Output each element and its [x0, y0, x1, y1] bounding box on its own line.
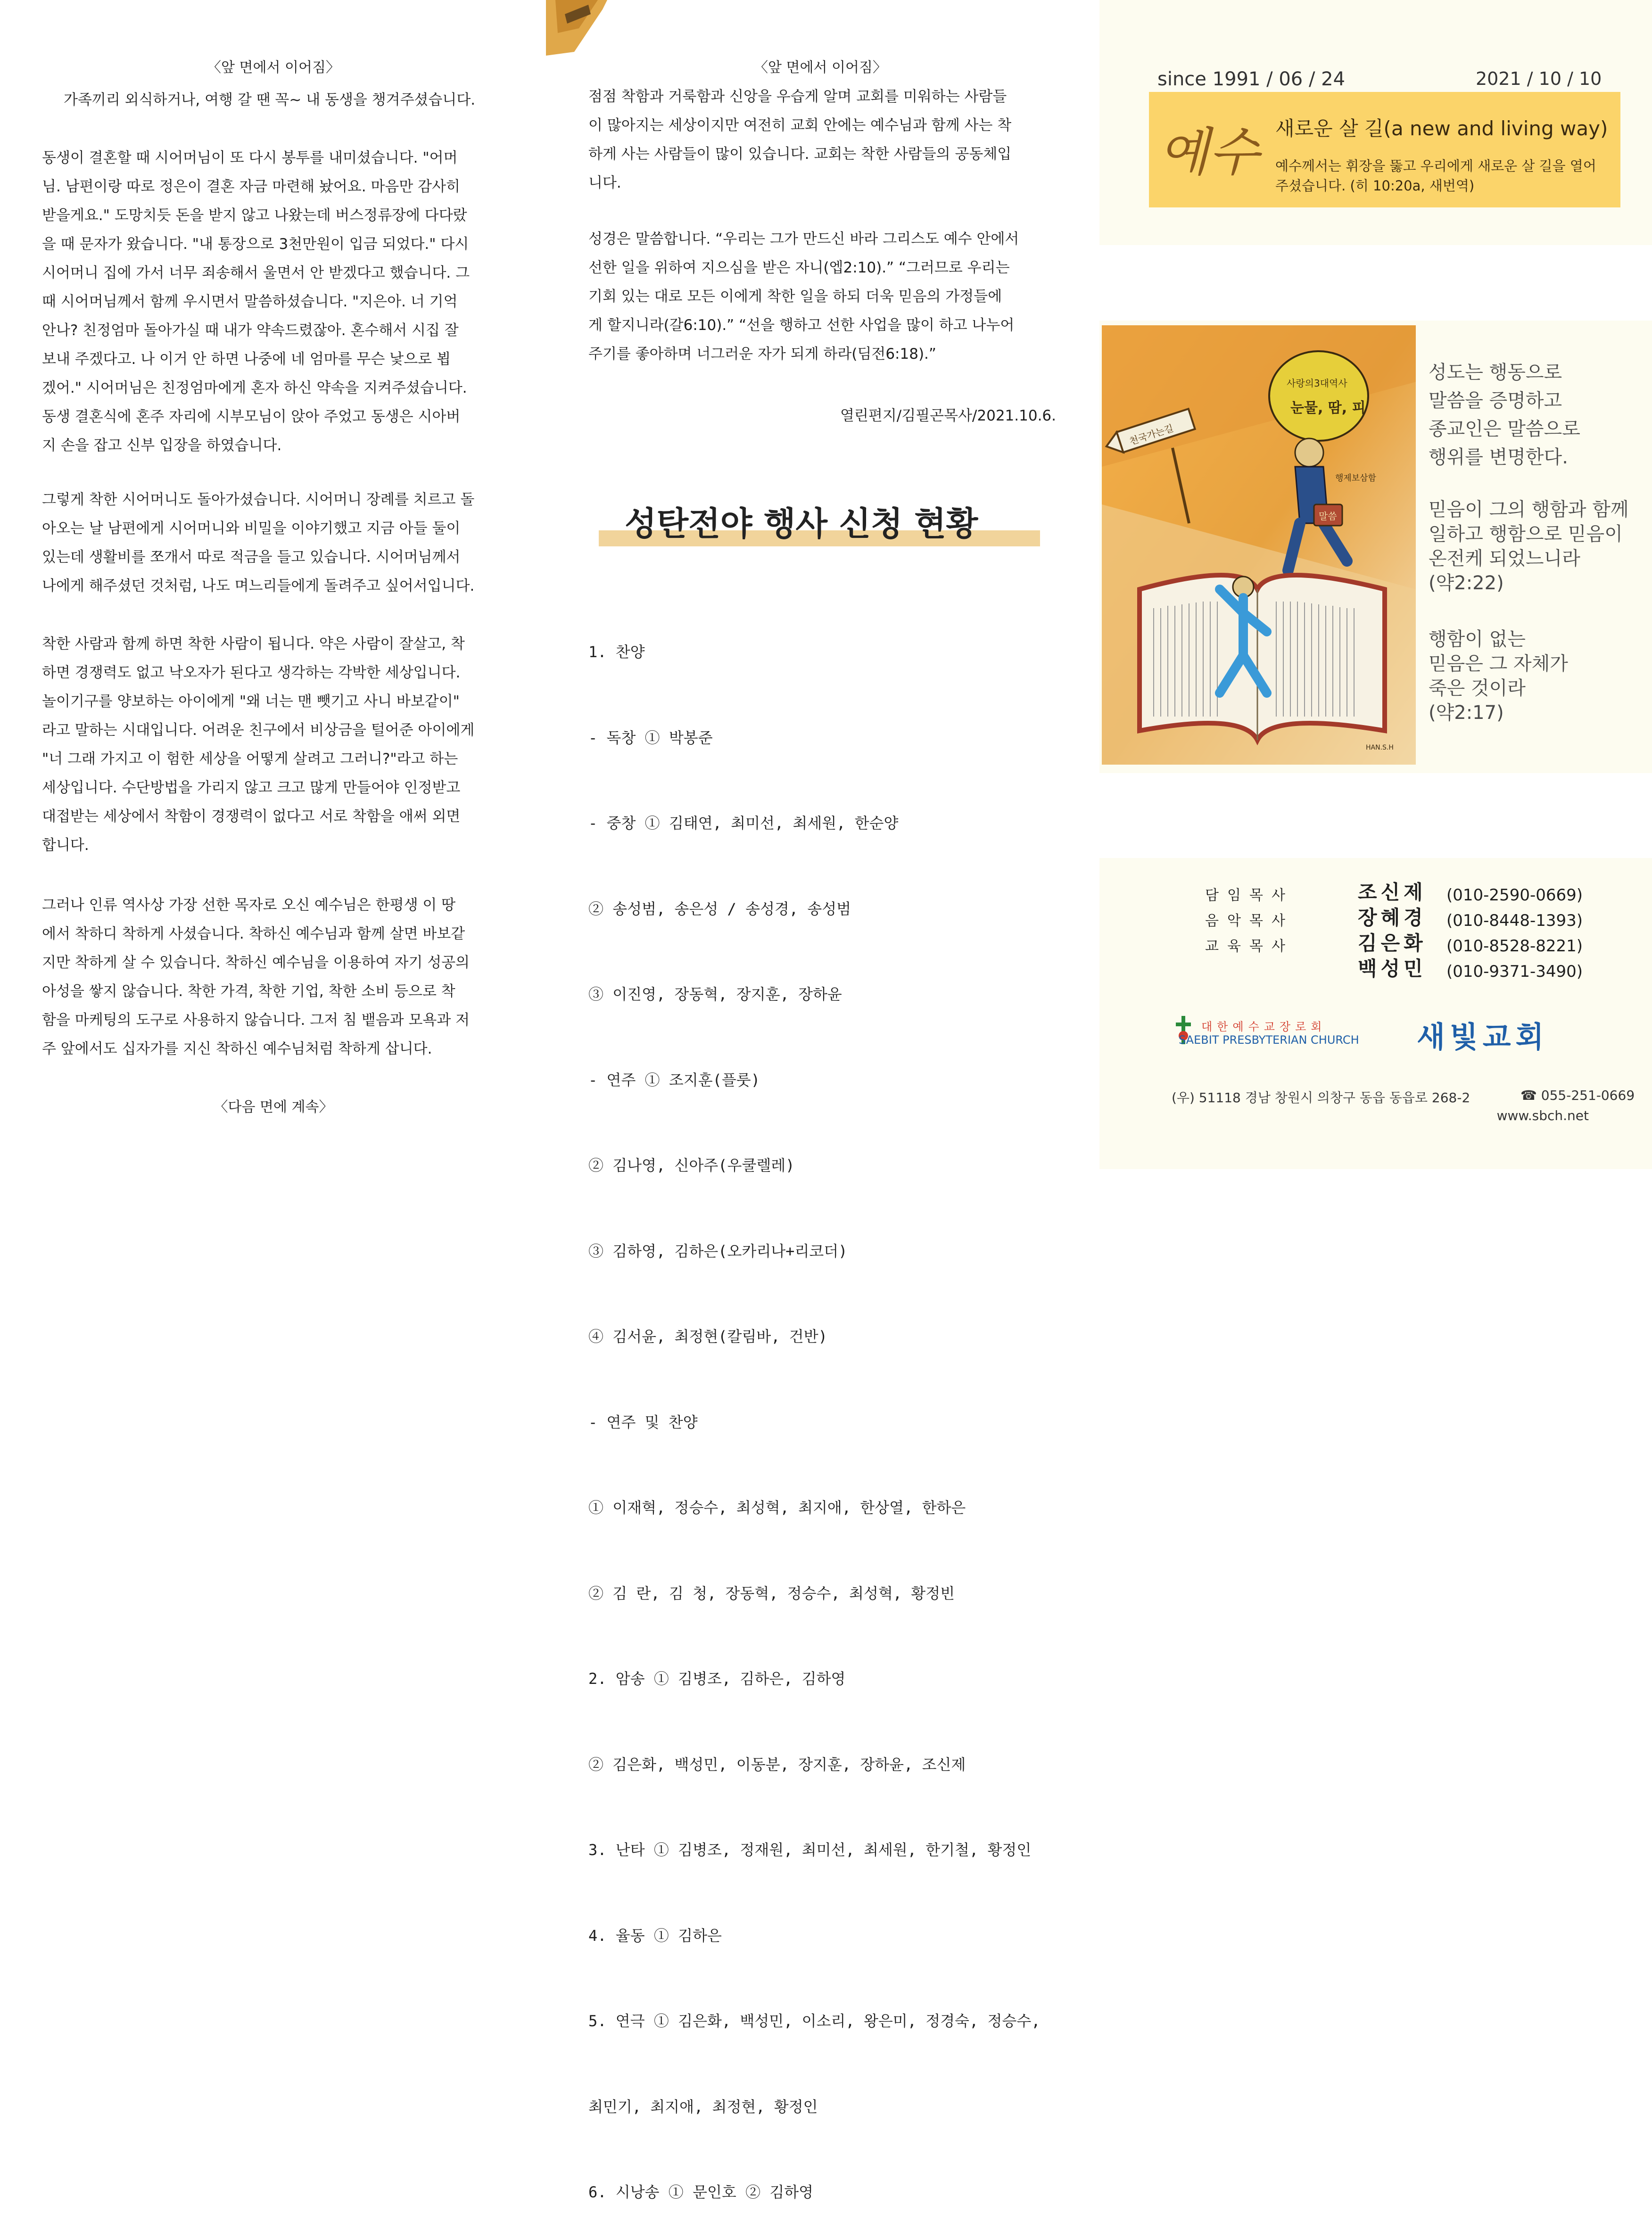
since-date: since 1991 / 06 / 24	[1157, 68, 1346, 90]
list-item: 6. 시낭송 ① 문인호 ② 김하영	[588, 2183, 814, 2201]
briefcase-label: 말씀	[1319, 511, 1337, 522]
artist-signature: HAN.S.H	[1366, 744, 1394, 751]
panel2-signature: 열린편지/김필곤목사/2021.10.6.	[840, 407, 1056, 424]
list-item: 2. 암송 ① 김병조, 김하은, 김하영	[588, 1670, 846, 1688]
list-item: 4. 율동 ① 김하은	[588, 1926, 722, 1945]
panel1-paragraph-3: 그렇게 착한 시어머니도 돌아가셨습니다. 시어머니 장례를 치르고 돌 아오는 날 남편에게 시어머니와 비밀을 이야기했고 지금 아들 둘이 있는데 생활비를 쪼개서 따로 적금을 들고 있습니다. 시어머님께서 나에게 해주셨던 것처럼, 나도 며느리들에게 돌려주고 싶어서입니다.	[42, 491, 475, 594]
panel2-paragraph-2: 성경은 말씀합니다. “우리는 그가 만드신 바라 그리스도 예수 안에서 선한 일을 위하여 지으심을 받은 자니(엡2:10).” “그러므로 우리는 기회 있는 대로 모든 이에게 착한 일을 하되 더욱 믿음의 가정들에 게 할지니라(갈6:10).” “선을 행하고 선한 사업을 많이 하고 나누어 주기를 좋아하며 너그러운 자가 되게 하라(딤전6:18).”	[588, 231, 1019, 363]
panel2-header: 〈앞 면에서 이어짐〉	[754, 59, 887, 76]
shoulder-label: 행제보삼함	[1335, 473, 1376, 483]
panel1-paragraph-4: 착한 사람과 함께 하면 착한 사람이 됩니다. 약은 사람이 잘살고, 착 하면 경쟁력도 없고 낙오자가 된다고 생각하는 각박한 세상입니다. 놀이기구를 양보하는 아이에게 "왜 너는 맨 뺏기고 사니 바보같이" 라고 말하는 시대입니다. 어려운 친구에서 비상금을 털어준 아이에게 "너 그래 가지고 이 험한 세상을 어떻게 살려고 그러니?"라고 하는 세상입니다. 수단방법을 가리지 않고 크고 많게 만들어야 인정받고 대접받는 세상에서 착함이 경쟁력이 없다고 서로 착함을 애써 외면 합니다.	[42, 635, 475, 854]
church-english-name: SAEBIT PRESBYTERIAN CHURCH	[1179, 1033, 1359, 1047]
church-phone: ☎ 055-251-0669	[1520, 1088, 1635, 1103]
panel3-divider-top	[1099, 245, 1652, 321]
bag-words: 눈물, 땀, 피	[1290, 400, 1366, 416]
climber-illustration	[1102, 325, 1416, 765]
list-item: ③ 이진영, 장동혁, 장지훈, 장하윤	[588, 985, 842, 1003]
list-item: 최민기, 최지애, 최정현, 황정인	[588, 2097, 818, 2116]
slogan-verse-2: 주셨습니다. (히 10:20a, 새번역)	[1275, 178, 1475, 194]
list-item: ② 송성범, 송은성 / 송성경, 송성범	[588, 899, 851, 918]
quote-block-2: 믿음이 그의 행함과 함께 일하고 행함으로 믿음이 온전케 되었느니라 (약2:22)	[1429, 499, 1629, 594]
list-item: - 연주 및 찬양	[588, 1413, 698, 1431]
list-item: 1. 찬양	[588, 643, 645, 661]
bulletin-date: 2021 / 10 / 10	[1476, 68, 1602, 89]
list-item: ④ 김서윤, 최정현(칼림바, 건반)	[588, 1328, 827, 1345]
church-website: www.sbch.net	[1496, 1108, 1589, 1123]
quote-block-1: 성도는 행동으로 말씀을 증명하고 종교인은 말씀으로 행위를 변명한다.	[1429, 362, 1580, 468]
signpost-label: 천국가는길	[1128, 422, 1175, 447]
list-item: ① 이재혁, 정승수, 최성혁, 최지애, 한상열, 한하은	[588, 1499, 966, 1517]
slogan-title: 새로운 살 길(a new and living way)	[1275, 117, 1608, 140]
panel1-footer: 〈다음 면에 계속〉	[214, 1099, 333, 1115]
list-item: - 독창 ① 박봉준	[588, 728, 713, 747]
panel1-paragraph-5: 그러나 인류 역사상 가장 선한 목자로 오신 예수님은 한평생 이 땅 에서 착하디 착하게 사셨습니다. 착하신 예수님과 함께 살면 바보같 지만 착하게 살 수 있습니다. 착하신 예수님을 이용하여 자기 성공의 아성을 쌓지 않습니다. 착한 가격, 착한 기업, 착한 소비 등으로 착 함을 마케팅의 도구로 사용하지 않습니다. 그저 침 뱉음과 모욕과 저 주 앞에서도 십자가를 지신 착하신 예수님처럼 착하게 삽니다.	[42, 897, 470, 1057]
panel3-divider-bottom	[1099, 773, 1652, 858]
panel1-paragraph-2: 동생이 결혼할 때 시어머님이 또 다시 봉투를 내미셨습니다. "어머 님. 남편이랑 따로 정은이 결혼 자금 마련해 놨어요. 마음만 감사히 받을게요." 도망치듯 돈을 받지 않고 나왔는데 버스정류장에 다다랐 을 때 문자가 왔습니다. "내 통장으로 3천만원이 입금 되었다." 다시 시어머니 집에 가서 너무 죄송해서 울면서 안 받겠다고 했습니다. 그 때 시어머님께서 함께 우시면서 말씀하셨습니다. "지은아. 너 기억 안나? 친정엄마 돌아가실 때 내가 약속드렸잖아. 혼수해서 시집 잘 보내 주겠다고. 나 이거 안 하면 나중에 네 엄마를 무슨 낯으로 뵙 겠어." 시어머님은 친정엄마에게 혼자 하신 약속을 지켜주셨습니다. 동생 결혼식에 혼주 자리에 시부모님이 앉아 주었고 동생은 시아버 지 손을 잡고 신부 입장을 하였습니다.	[42, 149, 470, 454]
list-item: ② 김 란, 김 청, 장동혁, 정승수, 최성혁, 황정빈	[588, 1584, 955, 1602]
panel1-paragraph-1: 가족끼리 외식하거나, 여행 갈 땐 꼭~ 내 동생을 챙겨주셨습니다.	[64, 91, 476, 108]
event-list	[588, 581, 1041, 2235]
list-item: - 중창 ① 김태연, 최미선, 최세원, 한순양	[588, 814, 899, 832]
corner-decoration-image	[546, 0, 607, 57]
list-item: 5. 연극 ① 김은화, 백성민, 이소리, 왕은미, 정경숙, 정승수,	[588, 2012, 1041, 2030]
list-item: ② 김은화, 백성민, 이동분, 장지훈, 장하윤, 조신제	[588, 1755, 966, 1773]
event-title: 성탄전야 행사 신청 현황	[625, 504, 978, 543]
bag-text: 사랑의3대역사	[1287, 378, 1347, 389]
slogan-verse-1: 예수께서는 휘장을 뚫고 우리에게 새로운 살 길을 열어	[1275, 158, 1596, 174]
list-item: - 연주 ① 조지훈(플룻)	[588, 1071, 760, 1089]
list-item: ② 김나영, 신아주(우쿨렐레)	[588, 1156, 795, 1174]
church-name: 새빛교회	[1417, 1020, 1549, 1054]
panel2-paragraph-1: 점점 착함과 거룩함과 신앙을 우습게 알며 교회를 미워하는 사람들 이 많아지는 세상이지만 여전히 교회 안에는 예수님과 함께 사는 착 하게 사는 사람들이 많이 있습니다. 교회는 착한 사람들의 공동체입 니다.	[588, 88, 1012, 191]
church-address: (우) 51118 경남 창원시 의창구 동읍 동읍로 268-2	[1172, 1090, 1470, 1105]
denomination-name: 대한예수교장로회	[1201, 1020, 1327, 1033]
quote-block-3: 행함이 없는 믿음은 그 자체가 죽은 것이라 (약2:17)	[1429, 628, 1568, 724]
list-item: ③ 김하영, 김하은(오카리나+리코더)	[588, 1242, 848, 1260]
jesus-calligraphy: 예수	[1159, 122, 1259, 182]
list-item: 3. 난타 ① 김병조, 정재원, 최미선, 최세원, 한기철, 황정인	[588, 1841, 1032, 1859]
panel1-header: 〈앞 면에서 이어짐〉	[207, 59, 340, 76]
